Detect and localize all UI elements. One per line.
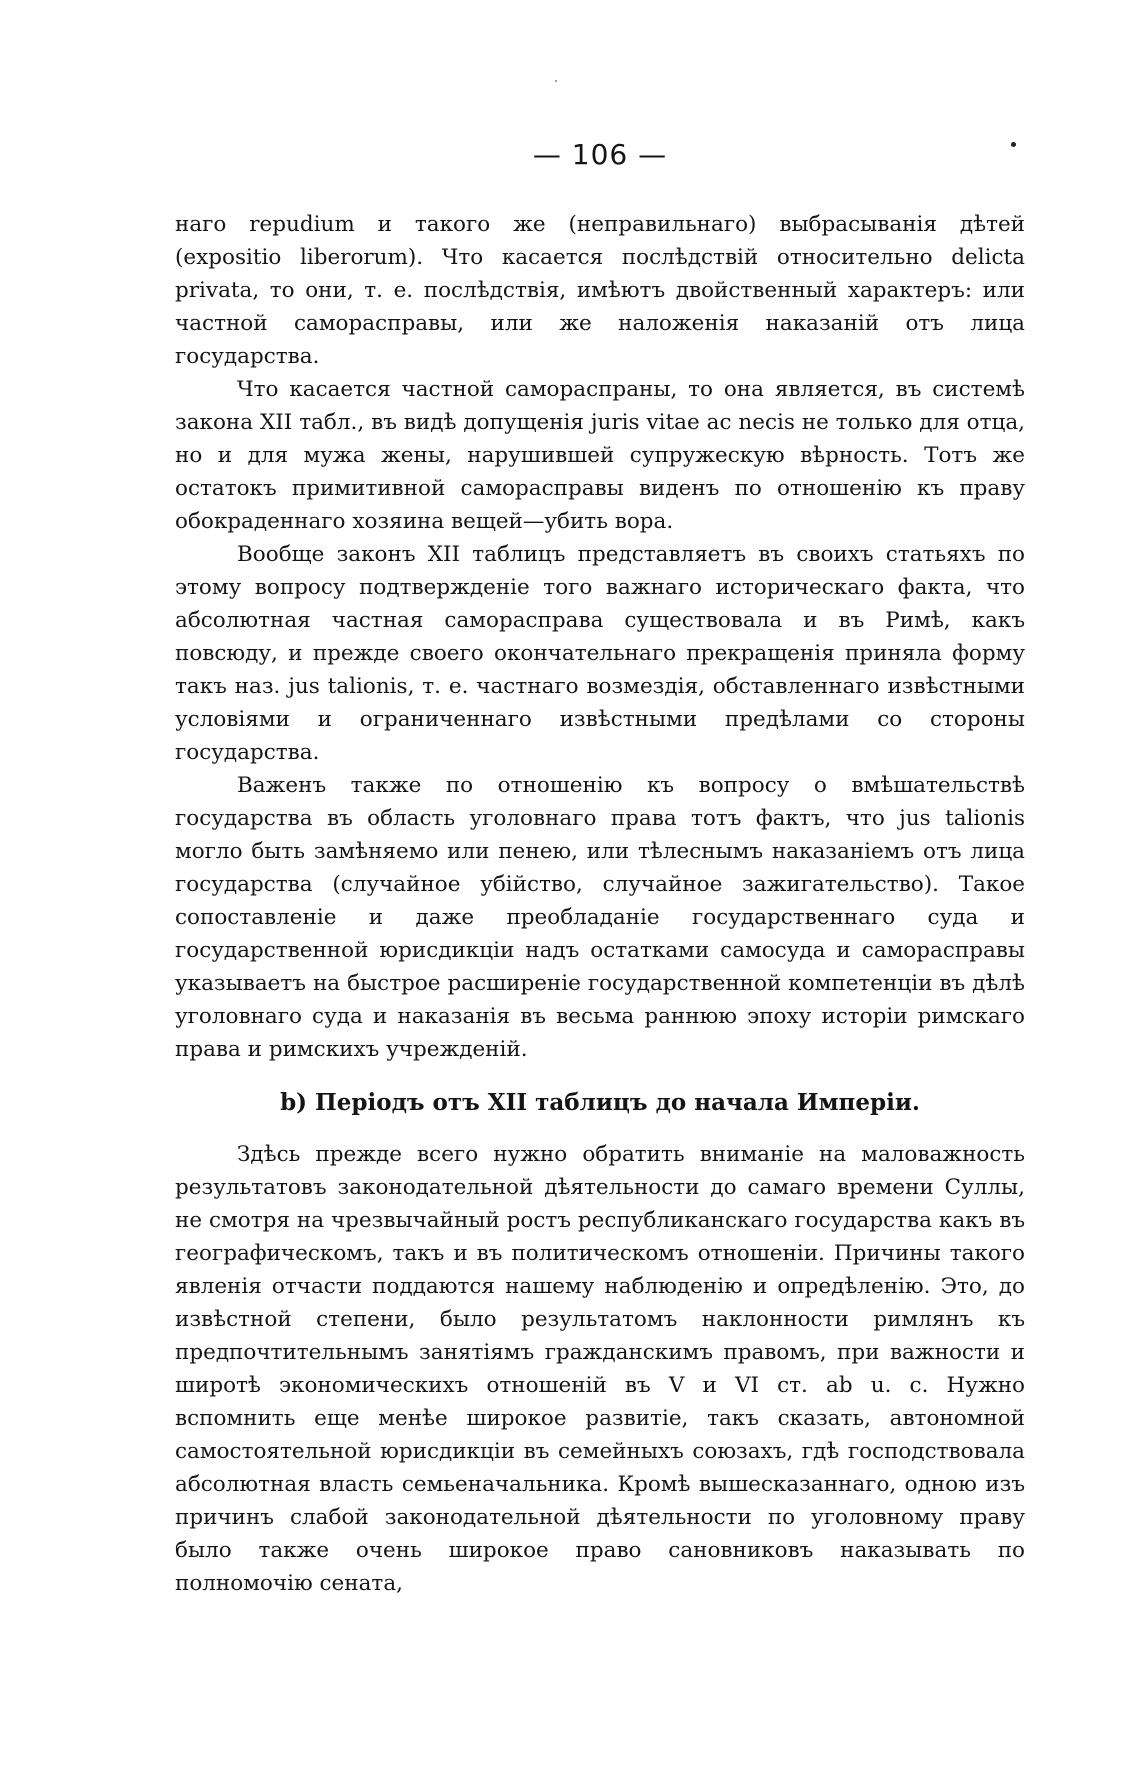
page-number: — 106 — xyxy=(532,138,668,171)
paragraph: Здѣсь прежде всего нужно обратить вниманіе на маловажность результатовъ законодательной дѣятельности до самаго времени Суллы, не смотря на чрезвычайный ростъ республиканскаго государства какъ въ географическомъ, такъ и въ политическомъ отношеніи. Причины такого явленія отчасти поддаются нашему наблюденію и опредѣленію. Это, до извѣстной степени, было результатомъ наклонности римлянъ къ предпочтительнымъ занятіямъ гражданскимъ правомъ, при важности и широтѣ экономическихъ отношеній въ V и VI ст. ab u. c. Нужно вспомнить еще менѣе широкое развитіе, такъ сказать, автономной самостоятельной юрисдикціи въ семейныхъ союзахъ, гдѣ господствовала абсолютная власть семьеначальника. Кромѣ вышесказаннаго, одною изъ причинъ слабой законодательной дѣятельности по уголовному праву было также очень широкое право сановниковъ наказывать по полномочію сената, xyxy=(175,1142,1025,1596)
print-speck xyxy=(555,80,557,82)
paragraph-continuation: наго repudium и такого же (неправильнаго) выбрасыванія дѣтей (expositio liberorum). Что касается послѣдствій относительно delicta privata, то они, т. е. послѣдствія, имѣютъ двойственный характеръ: или частной самоpacправы, или же наложенія наказаній отъ лица государства. xyxy=(175,212,1025,369)
page-body xyxy=(175,208,1025,1600)
book-page xyxy=(175,0,1025,1791)
paragraph: Вообще законъ XII таблицъ представляетъ въ своихъ статьяхъ по этому вопросу подтвержденіе того важнаго историческаго факта, что абсолютная частная самораспрaва существовала и въ Римѣ, какъ повсюду, и прежде своего окончательнаго прекращенія приняла форму такъ наз. jus talionis, т. е. частнаго возмездія, обставленнаго извѣстными условіями и ограниченнаго извѣстными предѣлами со стороны государства. xyxy=(175,542,1025,765)
paragraph: Что касается частной самораспраны, то она является, въ системѣ закона XII табл., въ видѣ допущенія juris vitae ac necis не только для отца, но и для мужа жены, нарушившей супружескую вѣрность. Тотъ же остатокъ примитивной самораспрaвы виденъ по отношенію къ праву обокраденнаго хозяина вещей—убить вора. xyxy=(175,377,1025,534)
section-heading: b) Періодъ отъ XII таблицъ до начала Имперіи. xyxy=(280,1089,920,1116)
paragraph: Важенъ также по отношенію къ вопросу о вмѣшательствѣ государства въ область уголовнаго права тотъ фактъ, что jus talionis могло быть замѣняемо или пенею, или тѣлеснымъ наказаніемъ отъ лица государства (случайное убійство, случайное зажигательство). Такое сопоставленіе и даже преобладаніе государственнаго суда и государственной юрисдикціи надъ остатками самосуда и самораспрaвы указываетъ на быстрое расширеніе государственной компетенціи въ дѣлѣ уголовнаго суда и наказанія въ весьма раннюю эпоху исторіи римскаго права и римскихъ учрежденій. xyxy=(175,773,1025,1062)
